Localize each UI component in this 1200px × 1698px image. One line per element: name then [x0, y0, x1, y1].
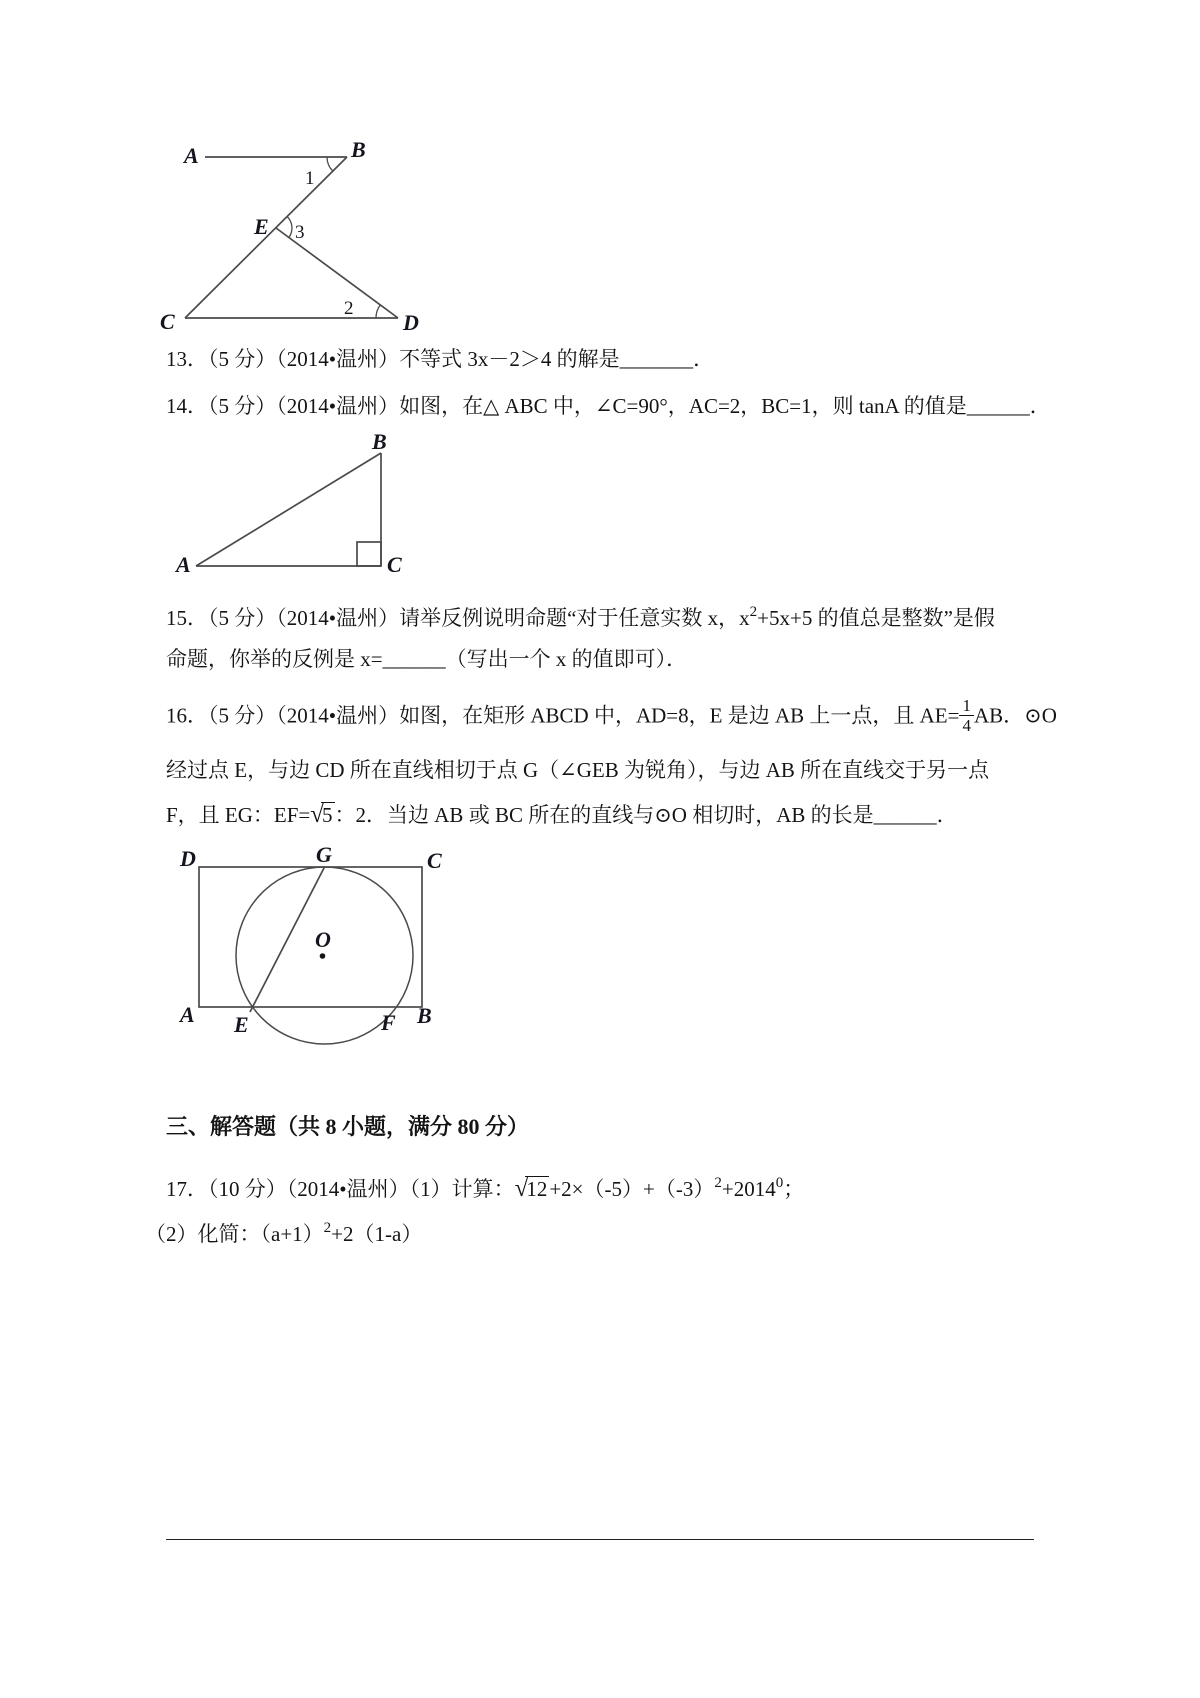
fraction-one-fourth — [959, 696, 974, 735]
right-triangle-figure — [160, 425, 410, 580]
question-13 — [166, 344, 714, 374]
point-label-A: A — [184, 143, 199, 168]
question-17-text-c: +2014 — [721, 1177, 776, 1201]
question-14 — [166, 391, 1051, 421]
footer-divider — [166, 1539, 1034, 1540]
question-17-text-b: +2×（-5）+（-3） — [549, 1177, 715, 1201]
section-3-title: 三、解答题（共 8 小题，满分 80 分） — [166, 1114, 530, 1139]
rectangle-circle-figure — [165, 840, 460, 1055]
question-16-text-a: 16．（5 分）（2014•温州）如图，在矩形 ABCD 中，AD=8，E 是边 AB 上一点，且 AE= — [166, 703, 960, 728]
point-label-D: D — [403, 310, 419, 333]
fraction-numerator: 1 — [959, 696, 974, 716]
segment-AB-hypotenuse — [196, 453, 381, 566]
question-15-text-c: 命题，你举的反例是 x=______（写出一个 x 的值即可）． — [166, 647, 688, 671]
question-17-line2 — [145, 1213, 422, 1249]
radical-icon: √ — [310, 801, 325, 828]
angle-3-arc — [287, 217, 292, 238]
angle-3-label: 3 — [295, 222, 305, 243]
question-15-text-a: 15．（5 分）（2014•温州）请举反例说明命题“对于任意实数 x，x — [166, 606, 750, 630]
point-label-C: C — [160, 309, 175, 333]
point-label-C: C — [387, 552, 402, 577]
radical-icon: √ — [514, 1175, 529, 1202]
question-16-text-c: 经过点 E，与边 CD 所在直线相切于点 G（∠GEB 为锐角），与边 AB 所在直线交于另一点 — [166, 758, 990, 782]
question-17-text-a: 17．（10 分）（2014•温州）（1）计算： — [166, 1177, 515, 1201]
exponent-2: 2 — [749, 604, 758, 620]
angle-2-arc — [376, 305, 380, 318]
question-17-text-e: （2）化简：（a+1） — [145, 1222, 324, 1246]
point-label-D: D — [180, 846, 196, 871]
question-16-text-b: AB．⊙O — [973, 703, 1057, 728]
point-label-A: A — [180, 1002, 195, 1027]
exponent-0: 0 — [775, 1175, 784, 1191]
question-16-text-e: ：2．当边 AB 或 BC 所在的直线与⊙O 相切时，AB 的长是______． — [334, 803, 958, 827]
question-16-line3 — [166, 800, 958, 830]
question-17-line1 — [166, 1168, 804, 1204]
point-label-C: C — [427, 848, 442, 873]
exponent-2: 2 — [323, 1220, 332, 1236]
center-point-O — [320, 953, 326, 959]
question-16-text-d: F，且 EG：EF= — [166, 803, 311, 827]
point-label-B: B — [351, 137, 366, 162]
point-label-F: F — [381, 1010, 396, 1035]
angle-1-arc — [327, 157, 333, 171]
radicand: 5 — [322, 803, 333, 827]
angle-1-label: 1 — [305, 168, 315, 189]
question-14-text: 14．（5 分）（2014•温州）如图，在△ ABC 中，∠C=90°，AC=2，BC=1，则 tanA 的值是______． — [166, 394, 1051, 418]
question-15-line2 — [166, 644, 687, 674]
radicand: 12 — [526, 1177, 548, 1201]
question-16-line2 — [166, 755, 989, 785]
chord-GE — [250, 867, 325, 1012]
question-16-line1 — [166, 698, 1057, 737]
question-17-text-f: +2（1-a） — [331, 1222, 423, 1246]
point-label-E: E — [254, 214, 269, 239]
point-label-A: A — [176, 552, 191, 577]
rectangle-ABCD — [199, 867, 422, 1007]
point-label-G: G — [316, 842, 332, 867]
question-13-text: 13．（5 分）（2014•温州）不等式 3x－2＞4 的解是_______． — [166, 347, 715, 371]
parallel-lines-figure — [150, 118, 420, 333]
section-3-header — [166, 1112, 529, 1142]
question-15-line1 — [166, 597, 995, 633]
angle-2-label: 2 — [344, 298, 354, 319]
right-angle-mark — [357, 542, 381, 566]
fraction-denominator: 4 — [962, 716, 971, 736]
point-label-O: O — [315, 927, 331, 952]
sqrt-5 — [310, 803, 334, 827]
question-15-text-b: +5x+5 的值总是整数”是假 — [757, 606, 995, 630]
point-label-B: B — [417, 1003, 432, 1028]
exponent-2: 2 — [714, 1175, 722, 1191]
point-label-E: E — [234, 1012, 249, 1037]
sqrt-12 — [515, 1177, 550, 1201]
point-label-B: B — [372, 429, 387, 454]
question-17-text-d: ； — [783, 1177, 805, 1201]
